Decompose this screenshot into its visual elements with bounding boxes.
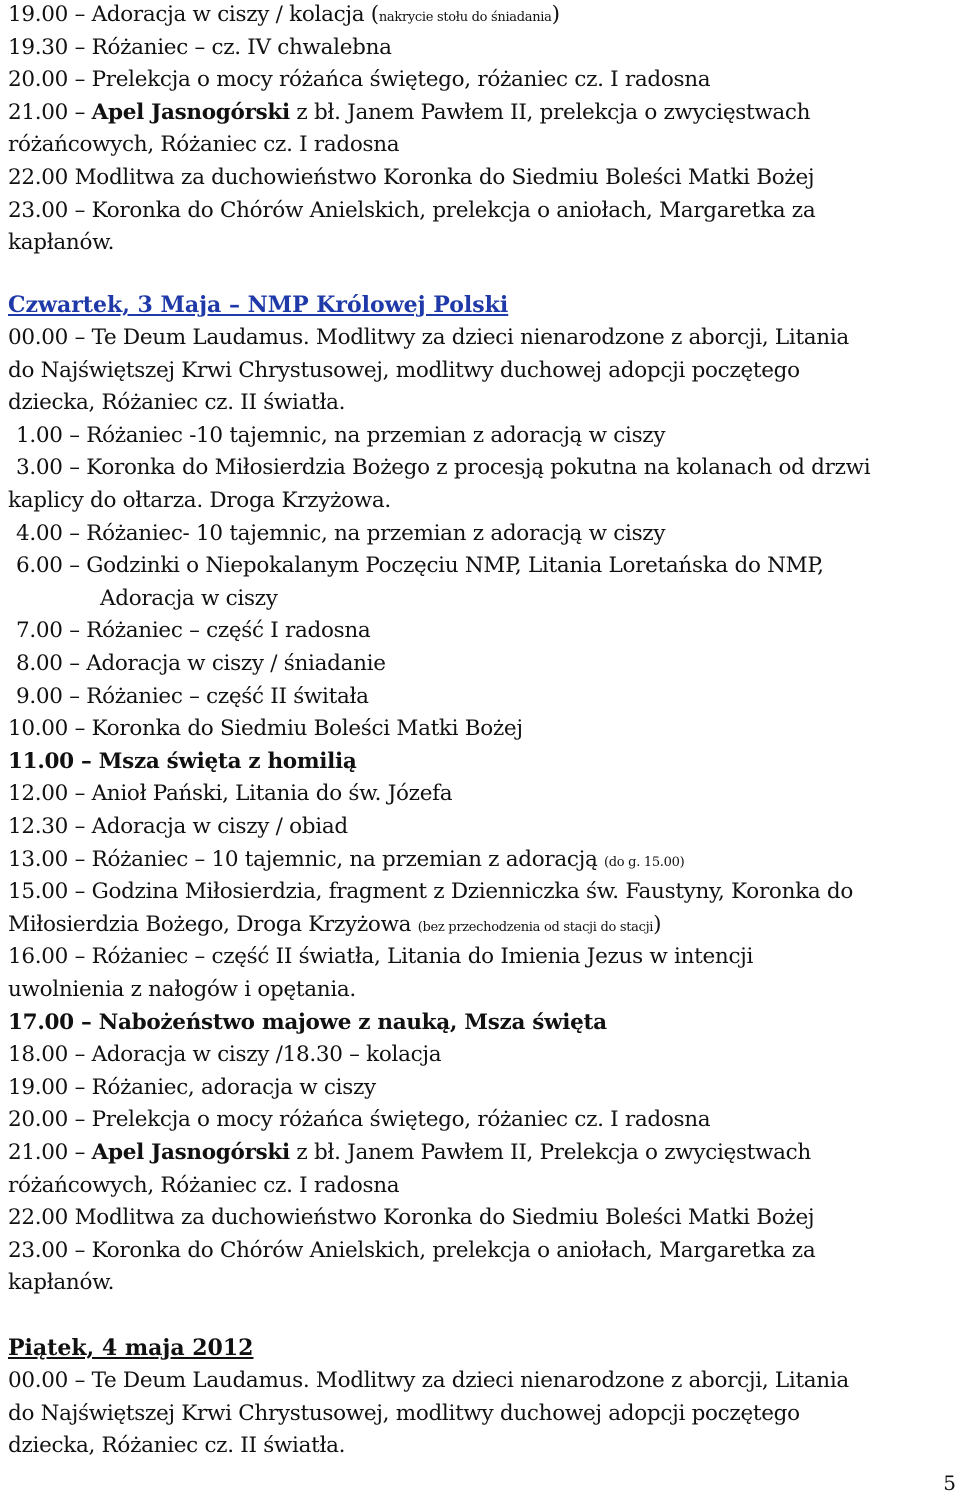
- schedule-line: różańcowych, Różaniec cz. I radosna: [8, 1172, 400, 1198]
- schedule-line: 19.30 – Różaniec – cz. IV chwalebna: [8, 34, 392, 60]
- schedule-line: 1.00 – Różaniec -10 tajemnic, na przemian z adoracją w ciszy: [16, 422, 666, 448]
- schedule-line: 19.00 – Adoracja w ciszy / kolacja (nakrycie stołu do śniadania): [8, 2, 560, 27]
- schedule-line: 00.00 – Te Deum Laudamus. Modlitwy za dzieci nienarodzone z aborcji, Litania: [8, 1368, 849, 1393]
- schedule-line: dziecka, Różaniec cz. II światła.: [8, 1433, 346, 1459]
- schedule-line: 23.00 – Koronka do Chórów Anielskich, prelekcja o aniołach, Margaretka za: [8, 197, 816, 223]
- schedule-line: 8.00 – Adoracja w ciszy / śniadanie: [16, 651, 386, 676]
- schedule-line: 9.00 – Różaniec – część II świtała: [16, 683, 369, 709]
- schedule-line: kapłanów.: [8, 230, 115, 256]
- schedule-line: 12.30 – Adoracja w ciszy / obiad: [8, 814, 348, 839]
- schedule-line: Miłosierdzia Bożego, Droga Krzyżowa (bez przechodzenia od stacji do stacji): [8, 911, 662, 937]
- small-note: nakrycie stołu do śniadania: [378, 10, 552, 25]
- bold-text: 11.00 – Msza święta z homilią: [8, 748, 357, 774]
- schedule-line: do Najświętszej Krwi Chrystusowej, modlitwy duchowej adopcji poczętego: [8, 357, 800, 383]
- small-note: (do g. 15.00): [604, 854, 685, 870]
- schedule-line: 15.00 – Godzina Miłosierdzia, fragment z Dzienniczka św. Faustyny, Koronka do: [8, 879, 854, 905]
- bold-text: Apel Jasnogórski: [91, 1140, 290, 1165]
- schedule-line: 22.00 Modlitwa za duchowieństwo Koronka do Siedmiu Boleści Matki Bożej: [8, 1205, 815, 1231]
- schedule-line: różańcowych, Różaniec cz. I radosna: [8, 132, 400, 158]
- schedule-line: 10.00 – Koronka do Siedmiu Boleści Matki Bożej: [8, 716, 523, 742]
- day-heading-friday: Piątek, 4 maja 2012: [8, 1335, 254, 1361]
- schedule-line: kaplicy do ołtarza. Droga Krzyżowa.: [8, 488, 391, 513]
- schedule-line: 22.00 Modlitwa za duchowieństwo Koronka do Siedmiu Boleści Matki Bożej: [8, 165, 815, 190]
- schedule-line: 21.00 – Apel Jasnogórski z bł. Janem Pawłem II, prelekcja o zwycięstwach: [8, 99, 811, 125]
- schedule-line: Adoracja w ciszy: [100, 585, 278, 611]
- schedule-line: 6.00 – Godzinki o Niepokalanym Poczęciu NMP, Litania Loretańska do NMP,: [16, 553, 824, 579]
- schedule-line: 3.00 – Koronka do Miłosierdzia Bożego z procesją pokutna na kolanach od drzwi: [16, 455, 871, 481]
- small-note: (bez przechodzenia od stacji do stacji: [417, 919, 654, 935]
- schedule-line: do Najświętszej Krwi Chrystusowej, modlitwy duchowej adopcji poczętego: [8, 1400, 800, 1426]
- day-heading-thursday: Czwartek, 3 Maja – NMP Królowej Polski: [8, 292, 509, 318]
- schedule-line: 7.00 – Różaniec – część I radosna: [16, 618, 371, 644]
- schedule-line: 16.00 – Różaniec – część II światła, Litania do Imienia Jezus w intencji: [8, 944, 754, 970]
- schedule-line: uwolnienia z nałogów i opętania.: [8, 977, 356, 1002]
- schedule-line: 20.00 – Prelekcja o mocy różańca świętego, różaniec cz. I radosna: [8, 1107, 711, 1133]
- schedule-line: 19.00 – Różaniec, adoracja w ciszy: [8, 1074, 376, 1100]
- schedule-line: 13.00 – Różaniec – 10 tajemnic, na przemian z adoracją (do g. 15.00): [8, 846, 685, 872]
- schedule-line: kapłanów.: [8, 1270, 115, 1296]
- bold-text: 17.00 – Nabożeństwo majowe z nauką, Msza święta: [8, 1009, 607, 1035]
- schedule-line: [8, 747, 357, 777]
- bold-text: Apel Jasnogórski: [91, 99, 290, 125]
- schedule-line: [8, 1008, 607, 1038]
- schedule-line: 4.00 – Różaniec- 10 tajemnic, na przemian z adoracją w ciszy: [16, 520, 666, 546]
- schedule-line: 21.00 – Apel Jasnogórski z bł. Janem Pawłem II, Prelekcja o zwycięstwach: [8, 1140, 811, 1165]
- schedule-line: 00.00 – Te Deum Laudamus. Modlitwy za dzieci nienarodzone z aborcji, Litania: [8, 325, 849, 350]
- schedule-line: 20.00 – Prelekcja o mocy różańca świętego, różaniec cz. I radosna: [8, 67, 711, 93]
- schedule-line: 23.00 – Koronka do Chórów Anielskich, prelekcja o aniołach, Margaretka za: [8, 1237, 816, 1263]
- schedule-line: 12.00 – Anioł Pański, Litania do św. Józefa: [8, 781, 453, 807]
- schedule-line: 18.00 – Adoracja w ciszy /18.30 – kolacja: [8, 1042, 442, 1068]
- page-number: 5: [943, 1471, 956, 1495]
- schedule-line: dziecka, Różaniec cz. II światła.: [8, 390, 346, 416]
